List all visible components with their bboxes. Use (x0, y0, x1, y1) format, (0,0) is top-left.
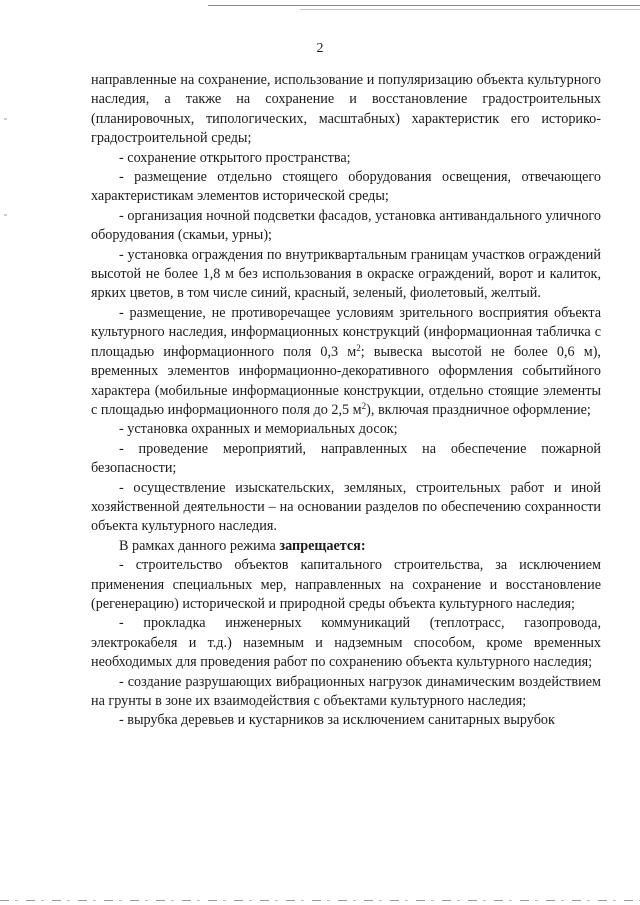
paragraph-text: - создание разрушающих вибрационных нагрузок динамическим воздействием на грунты в зоне их взаимодействия с объектами культурного наследия; (91, 673, 601, 709)
scan-edge-line (300, 9, 640, 10)
list-item (91, 304, 601, 420)
paragraph-text: - установка ограждения по внутриквартальным границам участков ограждений высотой не более 1,8 м без использования в окраске ограждений, ворот и калиток, ярких цветов, в том числе синий, красный, зеленый, фиолетовый, желтый. (91, 246, 601, 302)
superscript: 2 (361, 400, 367, 411)
list-item (91, 556, 601, 614)
paragraph-text: - строительство объектов капитального строительства, за исключением применения специальных мер, направленных на сохранение и восстановление (регенерацию) исторической и природной среды объекта культурного наследия; (91, 557, 601, 612)
list-item (91, 479, 601, 537)
list-item (91, 207, 601, 246)
paragraph-text: - сохранение открытого пространства; (119, 149, 351, 166)
paragraph-text: ; вывеска высотой не более 0,6 м), временных элементов информационно-декоративного оформления событийного характера (мобильные информационные конструкции, отдельно стоящие элементы с площадью информационного поля до 2,5 м (91, 343, 601, 418)
paragraph-text: - организация ночной подсветки фасадов, установка антивандального уличного оборудования (скамьи, урны); (91, 207, 601, 244)
list-item (91, 420, 601, 439)
scan-bottom-edge (0, 900, 640, 901)
list-item (91, 711, 601, 730)
paragraph-text: ), включая праздничное оформление; (366, 401, 591, 418)
paragraph-text: - вырубка деревьев и кустарников за исключением санитарных вырубок (119, 712, 555, 729)
scan-margin-mark (4, 214, 7, 216)
paragraph-text: В рамках данного режима (119, 537, 280, 554)
scan-margin-mark (4, 118, 7, 120)
paragraph-text: направленные на сохранение, использование и популяризацию объекта культурного наследия, а также на сохранение и восстановление градостроительных (планировочных, типологических, масштабных) характеристик его историко-градостроительной среды; (91, 72, 601, 147)
list-item (91, 440, 601, 479)
list-item (91, 673, 601, 712)
section-lead (91, 537, 601, 556)
paragraph-text: - размещение, не противоречащее условиям зрительного восприятия объекта культурного наследия, информационных конструкций (информационная табличка с площадью информационного поля 0,3 м (91, 304, 601, 360)
superscript: 2 (356, 342, 361, 353)
bold-term: запрещается: (279, 537, 366, 554)
paragraph-text: - прокладка инженерных коммуникаций (теплотрасс, газопровода, электрокабеля и т.д.) наземным и надземным способом, кроме временных необходимых для проведения работ по сохранению объекта культурного наследия; (91, 615, 601, 671)
page-number: 2 (316, 41, 324, 56)
paragraph-text: - размещение отдельно стоящего оборудования освещения, отвечающего характеристикам элементов исторической среды; (91, 169, 601, 205)
paragraph (91, 71, 601, 149)
list-item (91, 168, 601, 207)
paragraph-text: - установка охранных и мемориальных досок; (119, 421, 398, 438)
paragraph-text: - осуществление изыскательских, земляных, строительных работ и иной хозяйственной деятельности – на основании разделов по обеспечению сохранности объекта культурного наследия. (91, 479, 601, 535)
scan-edge-line (208, 5, 640, 6)
list-item (91, 149, 601, 168)
list-item (91, 614, 601, 672)
list-item (91, 246, 601, 304)
paragraph-text: - проведение мероприятий, направленных на обеспечение пожарной безопасности; (91, 440, 601, 477)
document-body (91, 71, 601, 731)
